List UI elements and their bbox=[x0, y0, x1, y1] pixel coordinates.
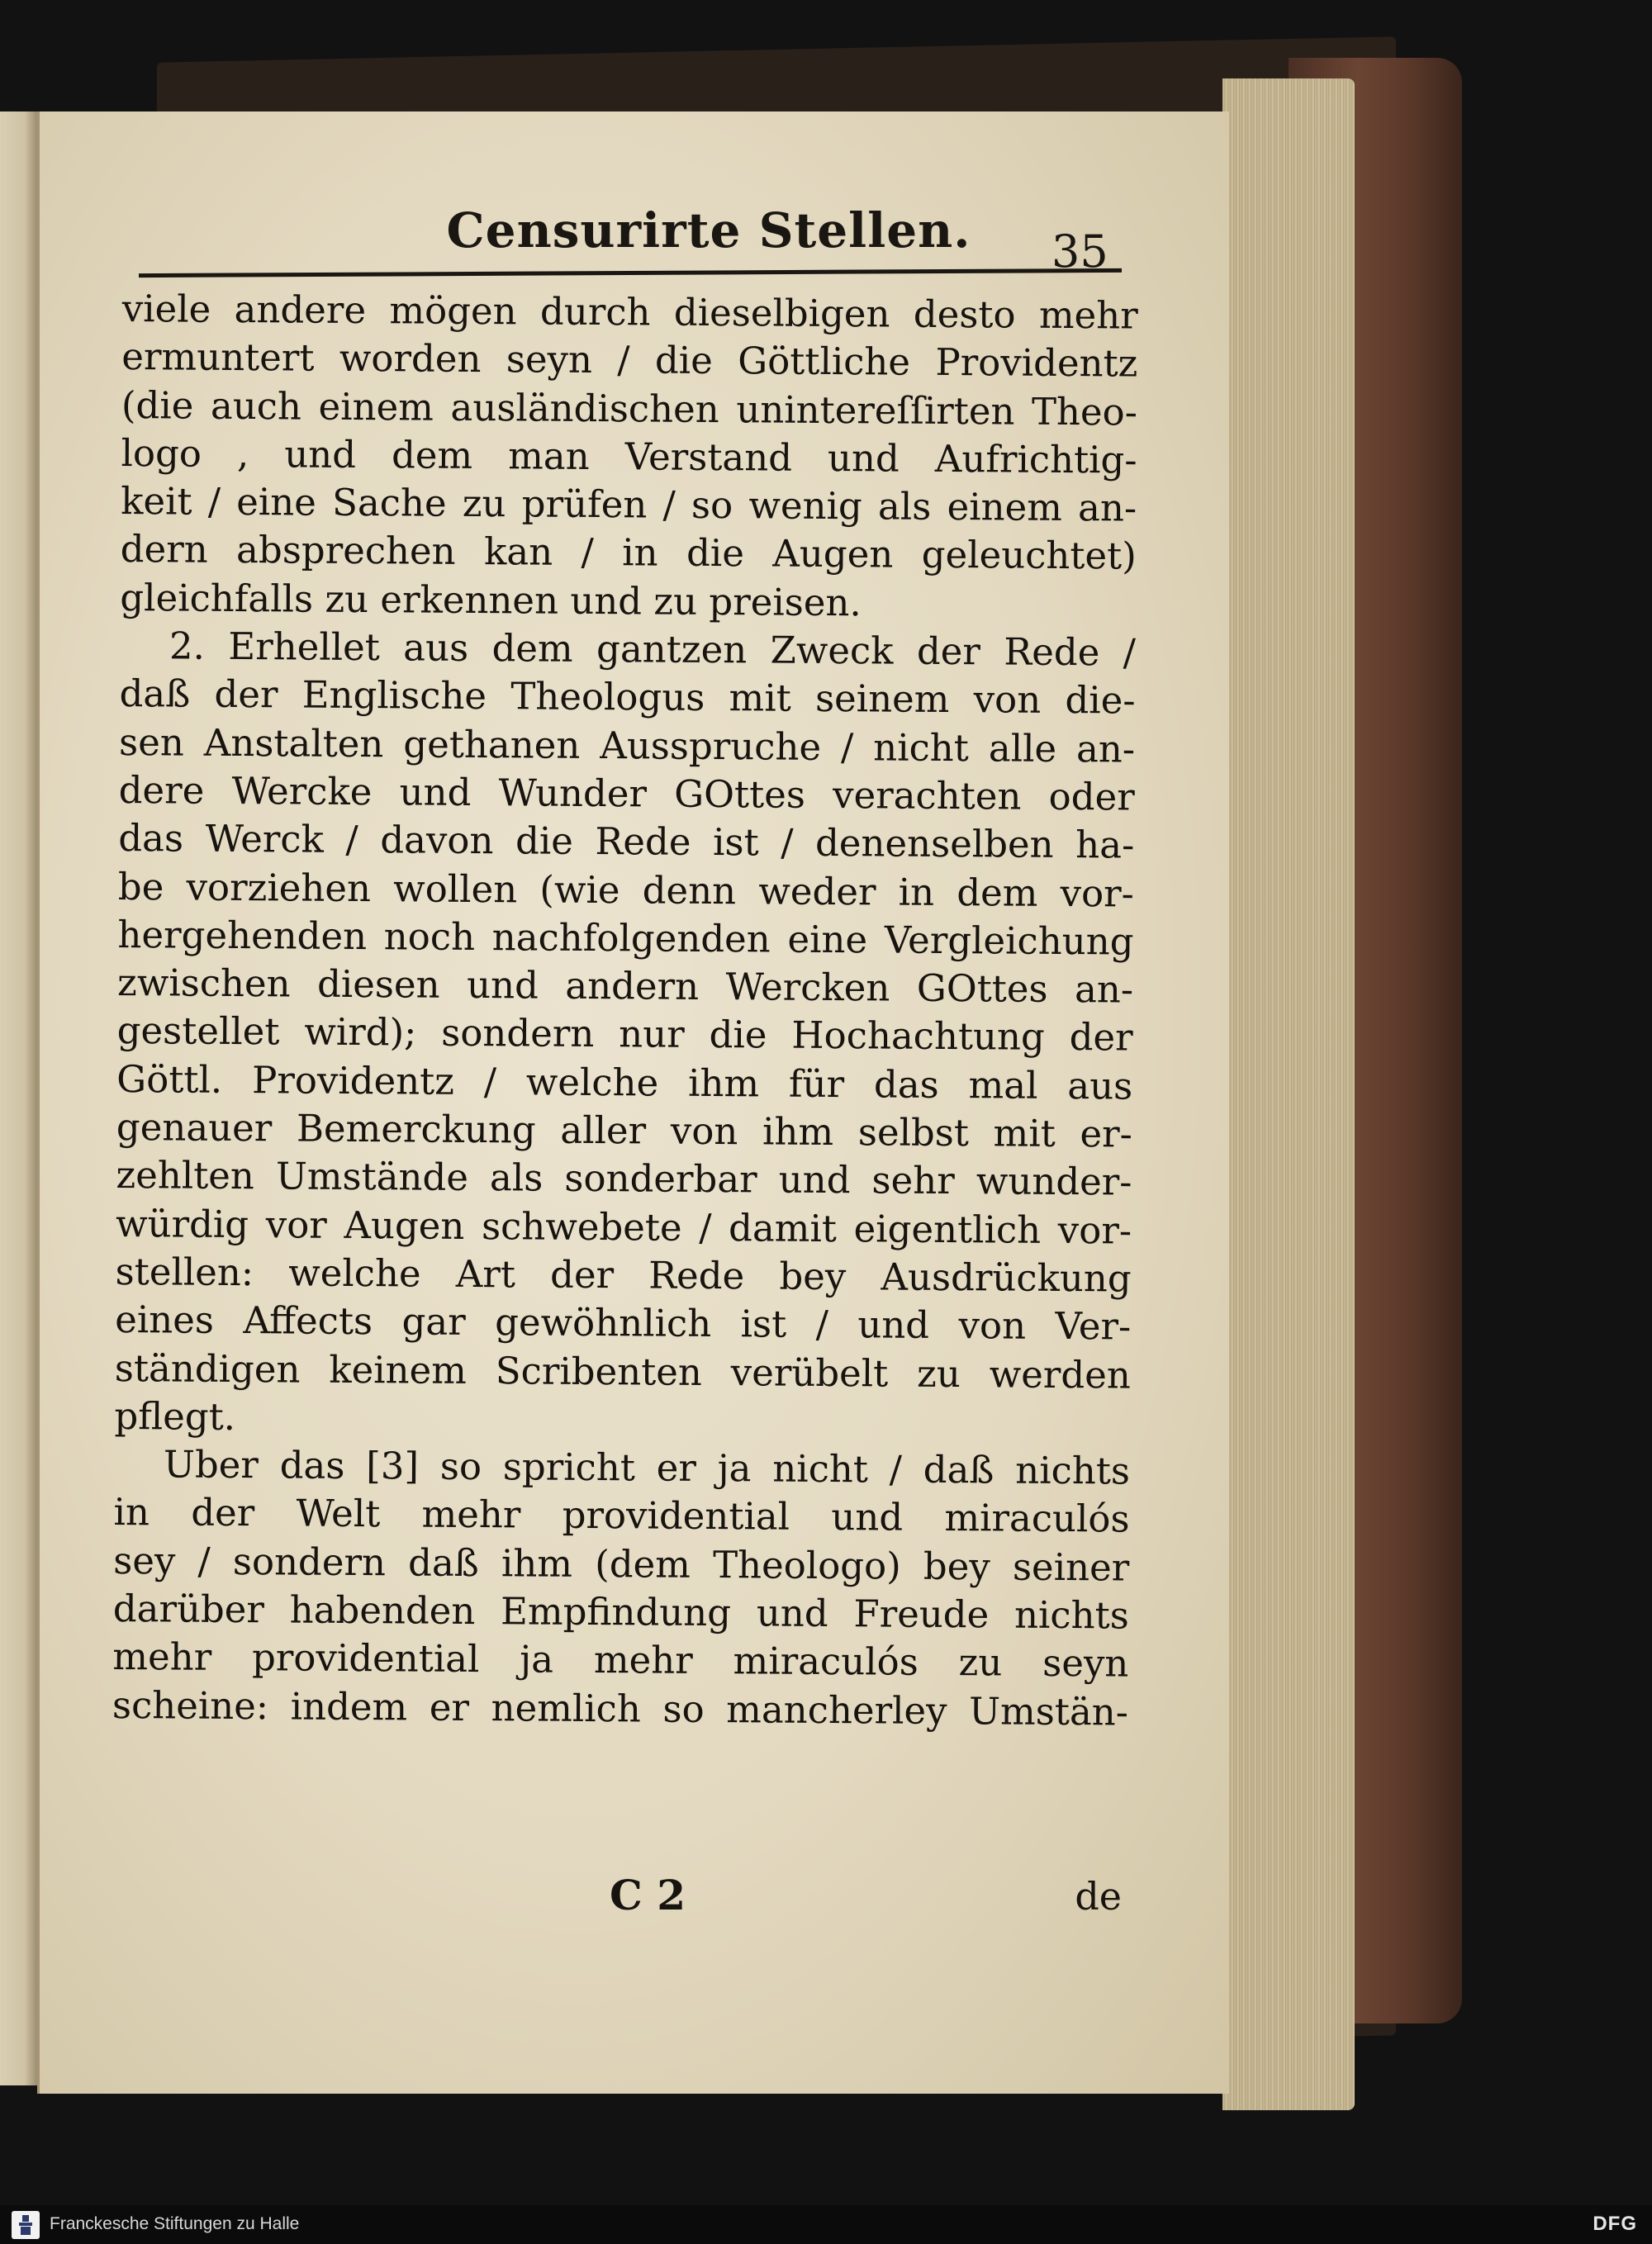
dfg-logo: DFG bbox=[1593, 2213, 1637, 2235]
text-line: eines Affects gar gewöhnlich ist / und von Ver- bbox=[115, 1298, 1132, 1349]
text-line: sey / sondern daß ihm (dem Theologo) bey seiner bbox=[113, 1538, 1130, 1590]
text-line: Göttl. Providentz / welche ihm für das mal aus bbox=[116, 1056, 1133, 1108]
book-page bbox=[37, 111, 1229, 2094]
header-rule bbox=[139, 268, 1122, 278]
text-line: zwischen diesen und andern Wercken GOttes an- bbox=[116, 961, 1134, 1012]
text-line: viele andere mögen durch dieselbigen desto mehr bbox=[121, 286, 1138, 338]
text-line: scheine: indem er nemlich so mancherley Umstän- bbox=[112, 1682, 1129, 1734]
text-line: be vorziehen wollen (wie denn weder in dem vor- bbox=[117, 864, 1135, 916]
signature-line bbox=[610, 1871, 1122, 1929]
text-line: das Werck / davon die Rede ist / denenselben ha- bbox=[118, 816, 1135, 867]
text-line: logo , und dem man Verstand und Aufrichtig- bbox=[121, 430, 1137, 482]
body-text bbox=[112, 285, 1138, 1736]
text-line: keit / eine Sache zu prüfen / so wenig als einem an- bbox=[120, 479, 1137, 530]
text-line: genauer Bemerckung aller von ihm selbst mit er- bbox=[116, 1105, 1133, 1156]
text-line: gleichfalls zu erkennen und zu preisen. bbox=[120, 575, 862, 625]
text-line: sen Anstalten gethanen Ausspruche / nicht alle an- bbox=[118, 719, 1136, 771]
footer-bar bbox=[0, 2205, 1652, 2244]
text-line: darüber habenden Empfindung und Freude nichts bbox=[112, 1586, 1129, 1638]
text-line: gestellet wird); sondern nur die Hochachtung der bbox=[116, 1008, 1133, 1060]
page-number: 35 bbox=[1051, 225, 1108, 278]
francke-foundation-logo-icon bbox=[12, 2211, 40, 2239]
text-line: zehlten Umstände als sonderbar und sehr wunder- bbox=[116, 1153, 1132, 1204]
text-line: pflegt. bbox=[114, 1393, 236, 1439]
institution-label: Franckesche Stiftungen zu Halle bbox=[50, 2214, 300, 2233]
text-line: mehr providential ja mehr miraculós zu seyn bbox=[112, 1634, 1129, 1686]
catchword: de bbox=[1075, 1874, 1122, 1919]
text-line: in der Welt mehr providential und miraculós bbox=[113, 1490, 1130, 1541]
text-line: (die auch einem ausländischen unintereſſirten Theo- bbox=[121, 382, 1138, 434]
text-line: Uber das [3] so spricht er ja nicht / daß nichts bbox=[163, 1442, 1131, 1493]
text-line: würdig vor Augen schwebete / damit eigentlich vor- bbox=[115, 1201, 1132, 1253]
text-line: stellen: welche Art der Rede bey Ausdrückung bbox=[115, 1249, 1132, 1301]
text-line: daß der Englische Theologus mit seinem von die- bbox=[119, 671, 1136, 723]
text-line: ermuntert worden seyn / die Göttliche Providentz bbox=[121, 334, 1138, 386]
text-line: hergehenden noch nachfolgenden eine Vergleichung bbox=[117, 912, 1134, 964]
running-head: Censurirte Stellen. bbox=[446, 202, 971, 259]
page-fore-edge bbox=[1222, 78, 1355, 2110]
text-line: ständigen keinem Scribenten verübelt zu werden bbox=[114, 1345, 1132, 1397]
signature-mark: C 2 bbox=[610, 1871, 686, 1919]
text-line: dern absprechen kan / in die Augen geleuchtet) bbox=[120, 527, 1137, 579]
text-line: dere Wercke und Wunder GOttes verachten oder bbox=[118, 767, 1135, 819]
text-line: 2. Erhellet aus dem gantzen Zweck der Rede / bbox=[169, 624, 1137, 675]
